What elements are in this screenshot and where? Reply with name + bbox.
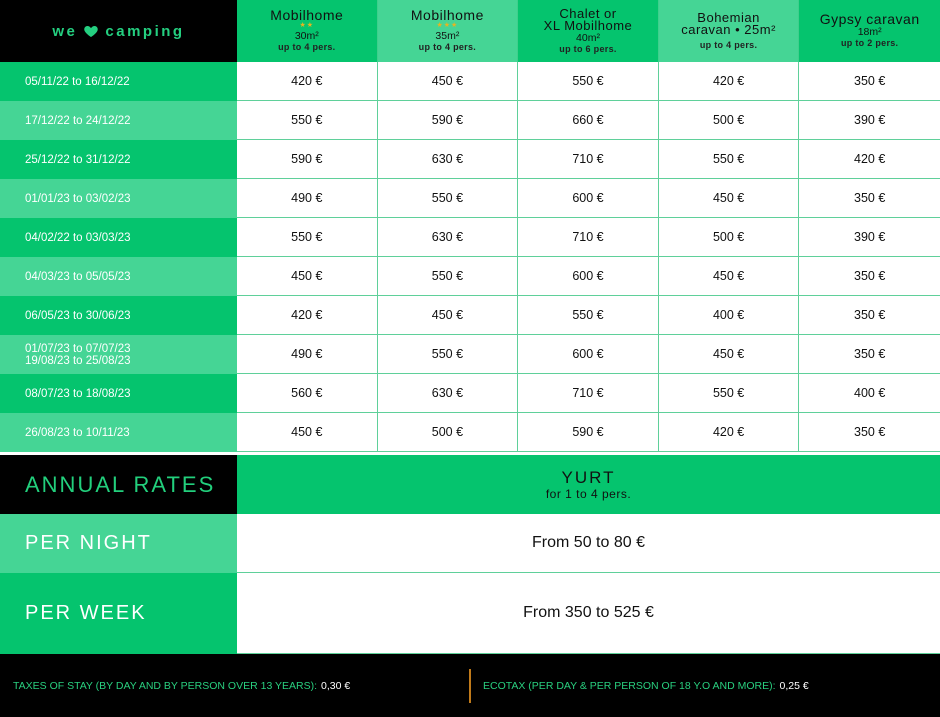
price-cell: 630 € xyxy=(378,218,519,257)
table-row xyxy=(0,296,940,335)
annual-rates-header xyxy=(0,455,940,514)
table-row xyxy=(0,179,940,218)
taxes-value: 0,30 € xyxy=(321,679,351,692)
price-cell: 710 € xyxy=(518,140,659,179)
price-cell: 600 € xyxy=(518,257,659,296)
price-cell: 560 € xyxy=(237,374,378,413)
table-row xyxy=(0,140,940,179)
price-cell: 350 € xyxy=(799,62,940,101)
price-cell: 630 € xyxy=(378,374,519,413)
period-line: 04/03/23 to 05/05/23 xyxy=(25,270,131,283)
yurt-header xyxy=(237,455,940,514)
price-cell: 400 € xyxy=(659,296,800,335)
price-cell: 490 € xyxy=(237,335,378,374)
column-name: Chalet or XL Mobilhome xyxy=(543,5,633,33)
table-body xyxy=(0,62,940,452)
column-pers: up to 4 pers. xyxy=(278,42,336,52)
column-header-gypsy xyxy=(799,0,940,62)
brand-prefix: we xyxy=(52,22,78,40)
period-line: 19/08/23 to 25/08/23 xyxy=(25,354,131,367)
column-pers: up to 2 pers. xyxy=(840,38,899,48)
price-cell: 450 € xyxy=(237,413,378,452)
price-cell: 630 € xyxy=(378,140,519,179)
price-cell: 550 € xyxy=(378,257,519,296)
table-row xyxy=(0,62,940,101)
period-line: 01/01/23 to 03/02/23 xyxy=(25,192,131,205)
column-header-mobilhome-2 xyxy=(237,0,378,62)
price-cell: 420 € xyxy=(237,296,378,335)
taxes-of-stay xyxy=(0,680,469,692)
price-cell: 590 € xyxy=(237,140,378,179)
period-label xyxy=(0,218,237,257)
price-cell: 420 € xyxy=(237,62,378,101)
per-week-value: From 350 to 525 € xyxy=(237,573,940,654)
brand-suffix: camping xyxy=(105,22,185,40)
period-label xyxy=(0,335,237,374)
period-label xyxy=(0,140,237,179)
price-cell: 450 € xyxy=(659,257,800,296)
price-cell: 600 € xyxy=(518,179,659,218)
price-cell: 420 € xyxy=(659,62,800,101)
period-line: 08/07/23 to 18/08/23 xyxy=(25,387,131,400)
price-cell: 450 € xyxy=(659,179,800,218)
per-night-row xyxy=(0,514,940,573)
column-size: 40m² xyxy=(576,31,600,44)
column-name: Bohemian caravan • 25m² xyxy=(681,9,776,37)
price-cell: 350 € xyxy=(799,335,940,374)
period-line: 01/07/23 to 07/07/23 xyxy=(25,342,131,355)
price-cell: 450 € xyxy=(378,62,519,101)
ecotax-value: 0,25 € xyxy=(779,679,809,692)
column-pers: up to 6 pers. xyxy=(559,43,617,54)
price-cell: 350 € xyxy=(799,179,940,218)
price-cell: 500 € xyxy=(378,413,519,452)
ecotax xyxy=(471,680,809,692)
star-rating: ★★★ xyxy=(436,22,459,29)
price-cell: 550 € xyxy=(659,140,800,179)
yurt-subtitle: for 1 to 4 pers. xyxy=(545,486,632,501)
period-line: 04/02/22 to 03/03/23 xyxy=(25,231,131,244)
heart-icon xyxy=(83,23,99,39)
per-week-row xyxy=(0,573,940,654)
column-size: 18m² xyxy=(857,26,882,38)
footer-taxes xyxy=(0,654,940,717)
price-cell: 400 € xyxy=(799,374,940,413)
period-line: 17/12/22 to 24/12/22 xyxy=(25,114,131,127)
price-cell: 350 € xyxy=(799,296,940,335)
price-cell: 390 € xyxy=(799,218,940,257)
price-cell: 420 € xyxy=(659,413,800,452)
price-cell: 550 € xyxy=(237,218,378,257)
column-header-bohemian xyxy=(659,0,800,62)
period-line: 05/11/22 to 16/12/22 xyxy=(25,75,130,88)
period-line: 06/05/23 to 30/06/23 xyxy=(25,309,131,322)
brand-logo xyxy=(0,0,237,62)
column-size: 30m² xyxy=(294,30,319,42)
price-cell: 600 € xyxy=(518,335,659,374)
price-cell: 490 € xyxy=(237,179,378,218)
price-cell: 350 € xyxy=(799,257,940,296)
period-line: 25/12/22 to 31/12/22 xyxy=(25,153,131,166)
price-cell: 590 € xyxy=(518,413,659,452)
price-cell: 420 € xyxy=(799,140,940,179)
price-cell: 500 € xyxy=(659,101,800,140)
period-label xyxy=(0,296,237,335)
period-label xyxy=(0,62,237,101)
price-cell: 550 € xyxy=(659,374,800,413)
price-cell: 390 € xyxy=(799,101,940,140)
period-line: 26/08/23 to 10/11/23 xyxy=(25,426,130,439)
per-week-label: PER WEEK xyxy=(0,573,237,654)
column-name: Gypsy caravan xyxy=(819,11,920,27)
column-size: 35m² xyxy=(435,30,460,42)
column-header-mobilhome-3 xyxy=(378,0,519,62)
table-row xyxy=(0,374,940,413)
column-header-chalet xyxy=(518,0,659,62)
yurt-title: YURT xyxy=(561,467,616,487)
per-night-value: From 50 to 80 € xyxy=(237,514,940,573)
per-night-label: PER NIGHT xyxy=(0,514,237,573)
column-pers: up to 4 pers. xyxy=(418,42,477,52)
price-cell: 550 € xyxy=(518,296,659,335)
period-label xyxy=(0,413,237,452)
price-cell: 450 € xyxy=(378,296,519,335)
price-cell: 550 € xyxy=(378,335,519,374)
period-label xyxy=(0,179,237,218)
taxes-label: TAXES OF STAY (BY DAY AND BY PERSON OVER 13 YEARS): xyxy=(13,679,318,692)
table-row xyxy=(0,101,940,140)
period-label xyxy=(0,101,237,140)
column-name: Mobilhome xyxy=(270,7,344,23)
price-cell: 350 € xyxy=(799,413,940,452)
price-cell: 660 € xyxy=(518,101,659,140)
annual-rates-label: ANNUAL RATES xyxy=(0,455,237,514)
price-cell: 710 € xyxy=(518,374,659,413)
table-row xyxy=(0,413,940,452)
price-cell: 500 € xyxy=(659,218,800,257)
price-cell: 550 € xyxy=(237,101,378,140)
table-row xyxy=(0,335,940,374)
price-cell: 550 € xyxy=(518,62,659,101)
table-row xyxy=(0,218,940,257)
column-pers: up to 4 pers. xyxy=(699,39,758,50)
price-cell: 450 € xyxy=(237,257,378,296)
table-header xyxy=(0,0,940,62)
table-row xyxy=(0,257,940,296)
price-cell: 450 € xyxy=(659,335,800,374)
price-cell: 550 € xyxy=(378,179,519,218)
star-rating: ★★ xyxy=(299,22,315,29)
price-cell: 590 € xyxy=(378,101,519,140)
price-cell: 710 € xyxy=(518,218,659,257)
ecotax-label: ECOTAX (PER DAY & PER PERSON OF 18 Y.O AND MORE): xyxy=(483,679,776,692)
period-label xyxy=(0,374,237,413)
column-name: Mobilhome xyxy=(410,7,484,23)
period-label xyxy=(0,257,237,296)
